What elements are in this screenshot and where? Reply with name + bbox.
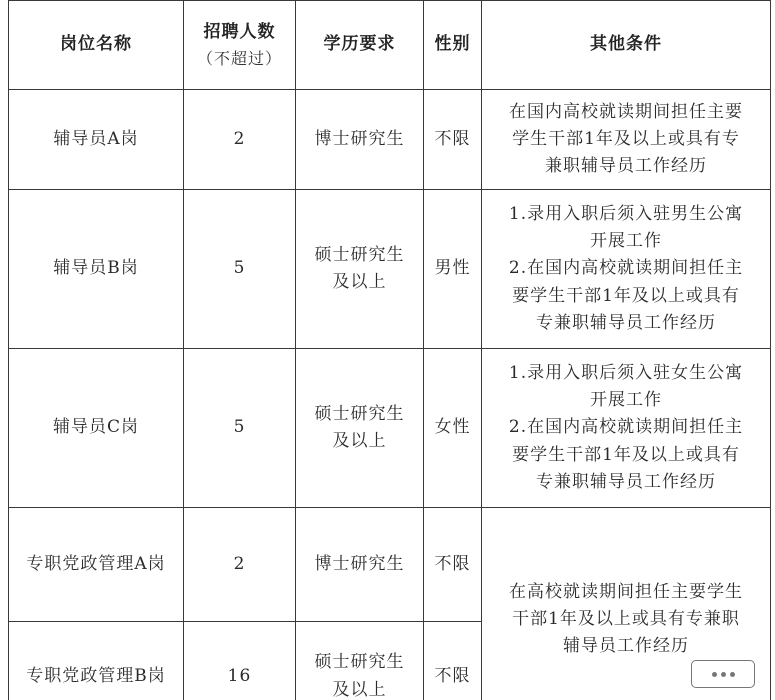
cell-education	[296, 190, 424, 349]
education-line: 硕士研究生	[314, 244, 405, 265]
cell-position: 专职党政管理B岗	[9, 622, 184, 700]
other-line: 在高校就读期间担任主要学生	[509, 581, 743, 602]
other-line: 学生干部1年及以上或具有专	[512, 128, 740, 149]
header-education: 学历要求	[296, 1, 424, 90]
cell-gender: 不限	[424, 622, 482, 700]
cell-other	[482, 349, 771, 508]
cell-education	[296, 90, 424, 190]
other-line: 干部1年及以上或具有专兼职	[512, 608, 740, 629]
cell-gender: 男性	[424, 190, 482, 349]
other-line: 在国内高校就读期间担任主要	[509, 101, 743, 122]
header-count	[184, 1, 296, 90]
other-line: 要学生干部1年及以上或具有	[512, 444, 740, 465]
cell-count: 5	[184, 349, 296, 508]
cell-count: 16	[184, 622, 296, 700]
cell-position: 辅导员A岗	[9, 90, 184, 190]
education-line: 及以上	[332, 679, 387, 700]
table-row	[9, 90, 771, 190]
header-count-title: 招聘人数	[203, 21, 276, 42]
recruitment-table	[8, 0, 771, 700]
cell-count: 2	[184, 90, 296, 190]
table-row	[9, 508, 771, 622]
education-line: 及以上	[332, 272, 387, 292]
cell-gender: 女性	[424, 349, 482, 508]
other-line: 专兼职辅导员工作经历	[536, 312, 716, 333]
cell-education	[296, 349, 424, 508]
cell-other	[482, 90, 771, 190]
cell-position: 辅导员C岗	[9, 349, 184, 508]
other-line: 1.录用入职后须入驻女生公寓	[508, 363, 744, 384]
cell-position: 专职党政管理A岗	[9, 508, 184, 622]
dot	[721, 672, 726, 677]
education-line: 博士研究生	[314, 128, 405, 149]
more-dots-icon[interactable]	[691, 660, 755, 688]
other-line: 开展工作	[590, 390, 662, 411]
dot	[730, 672, 735, 677]
other-line: 兼职辅导员工作经历	[545, 156, 707, 177]
table-row	[9, 349, 771, 508]
table-row	[9, 190, 771, 349]
other-line: 2.在国内高校就读期间担任主	[508, 417, 744, 438]
education-line: 及以上	[332, 431, 387, 451]
cell-other	[482, 190, 771, 349]
other-line: 1.录用入职后须入驻男生公寓	[508, 204, 744, 225]
education-line: 硕士研究生	[314, 652, 405, 673]
header-gender: 性别	[424, 1, 482, 90]
other-line: 要学生干部1年及以上或具有	[512, 285, 740, 306]
cell-education	[296, 622, 424, 700]
cell-gender: 不限	[424, 508, 482, 622]
education-line: 博士研究生	[314, 553, 405, 574]
education-line: 硕士研究生	[314, 403, 405, 424]
other-line: 专兼职辅导员工作经历	[536, 471, 716, 492]
header-other: 其他条件	[482, 1, 771, 90]
cell-position: 辅导员B岗	[9, 190, 184, 349]
cell-count: 5	[184, 190, 296, 349]
dot	[712, 672, 717, 677]
cell-education	[296, 508, 424, 622]
cell-count: 2	[184, 508, 296, 622]
other-line: 开展工作	[590, 231, 662, 252]
header-count-note: （不超过）	[196, 48, 282, 68]
cell-gender: 不限	[424, 90, 482, 190]
other-line: 辅导员工作经历	[563, 636, 689, 657]
header-position: 岗位名称	[9, 1, 184, 90]
other-line: 2.在国内高校就读期间担任主	[508, 258, 744, 279]
table-header-row	[9, 1, 771, 90]
